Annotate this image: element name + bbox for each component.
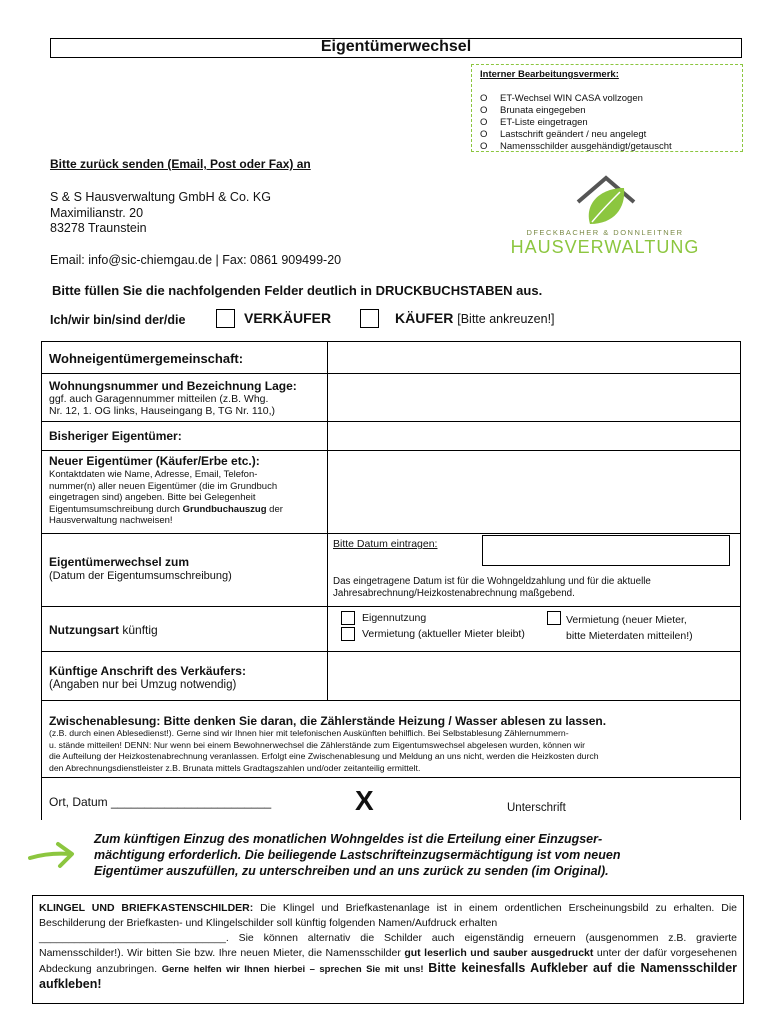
company-name: S & S Hausverwaltung GmbH & Co. KG	[50, 190, 271, 204]
internal-item[interactable]: O ET-Liste eingetragen	[480, 117, 588, 128]
role-prefix: Ich/wir bin/sind der/die	[50, 313, 186, 327]
address-block	[50, 190, 271, 237]
buyer-label: KÄUFER	[395, 310, 454, 326]
prev-owner-field[interactable]	[329, 423, 738, 448]
usage-own-checkbox[interactable]	[341, 611, 355, 625]
contact-line: Email: info@sic-chiemgau.de | Fax: 0861 909499-20	[50, 253, 342, 267]
new-owner-field[interactable]	[329, 452, 738, 531]
nameplate-box: KLINGEL UND BRIEFKASTENSCHILDER: Die Klingel und Briefkastenanlage ist in einem ordentlichen Erscheinungsbild zu erhalten. Die Beschilderung der Briefkasten- und Klingelschilder soll künftig folgenden Namen/Aufdruck erhalten ________________________________. Sie können alternativ die Schilder auch eigenständig erneuern (ausgenommen z.B. gravierte Namensschilder!). Wir bitten Sie bzw. Ihre neuen Mieter, die Namensschilder gut leserlich und sauber ausgedruckt unter der dafür vorgesehenen Abdeckung anzubringen. Gerne helfen wir Ihnen hierbei – sprechen Sie mit uns! Bitte keinesfalls Aufkleber auf die Namensschilder aufkleben!	[32, 895, 744, 1004]
internal-item[interactable]: O Namensschilder ausgehändigt/getauscht	[480, 141, 672, 152]
unit-field[interactable]	[329, 375, 738, 419]
buyer-checkbox[interactable]	[360, 309, 379, 328]
future-address-hint: (Angaben nur bei Umzug notwendig)	[49, 679, 237, 691]
instruction: Bitte füllen Sie die nachfolgenden Felder deutlich in DRUCKBUCHSTABEN aus.	[52, 283, 543, 298]
future-address-field[interactable]	[329, 653, 738, 698]
sticker-warning: Bitte keinesfalls Aufkleber auf die Namensschilder aufkleben!	[39, 961, 738, 991]
send-heading: Bitte zurück senden (Email, Post oder Fax) an	[50, 157, 311, 171]
signature-x-mark: X	[355, 785, 374, 816]
logo-subtitle: DFECKBACHER & DONNLEITNER	[526, 228, 684, 237]
nameplate-heading: KLINGEL UND BRIEFKASTENSCHILDER:	[39, 902, 254, 914]
new-owner-hint: Kontaktdaten wie Name, Adresse, Email, Telefon- nummer(n) aller neuen Eigentümer (die im Grundbuch eingetragen sind) angeben. Bitte bei Gelegenheit Eigentumsumschreibung durch Grundbuchauszug der Hausverwaltung nachweisen!	[49, 469, 283, 526]
place-date-field[interactable]: Ort, Datum ________________________	[49, 795, 272, 809]
weg-label: Wohneigentümergemeinschaft:	[49, 351, 244, 366]
change-date-hint: (Datum der Eigentumsumschreibung)	[49, 570, 232, 582]
unit-label: Wohnungsnummer und Bezeichnung Lage:	[49, 379, 297, 393]
seller-label: VERKÄUFER	[244, 310, 332, 326]
usage-rent-new-label: Vermietung (neuer Mieter, bitte Mieterdaten mitteilen!)	[566, 614, 693, 642]
date-note: Das eingetragene Datum ist für die Wohngeldzahlung und für die aktuelle Jahresabrechnung/Heizkostenabrechnung maßgebend.	[333, 576, 651, 599]
buyer-label-wrap	[395, 310, 555, 326]
change-date-label: Eigentümerwechsel zum	[49, 555, 190, 569]
internal-processing-box	[471, 64, 743, 152]
house-leaf-icon	[490, 174, 720, 230]
usage-rent-new-checkbox[interactable]	[547, 611, 561, 625]
company-logo	[490, 174, 720, 264]
page-title: Eigentümerwechsel	[50, 38, 742, 58]
usage-own-label: Eigennutzung	[362, 612, 427, 624]
nameplate-name-field[interactable]: ________________________________	[39, 932, 226, 944]
city: 83278 Traunstein	[50, 221, 147, 235]
street: Maximilianstr. 20	[50, 205, 144, 220]
prev-owner-label: Bisheriger Eigentümer:	[49, 429, 182, 443]
internal-item[interactable]: O Brunata eingegeben	[480, 105, 586, 116]
checkbox-hint: [Bitte ankreuzen!]	[457, 312, 555, 326]
usage-rent-current-checkbox[interactable]	[341, 627, 355, 641]
meter-reading-heading: Zwischenablesung: Bitte denken Sie daran, die Zählerstände Heizung / Wasser ablesen zu lassen.	[49, 714, 607, 728]
form-table	[41, 341, 741, 820]
unit-hint: ggf. auch Garagennummer mitteilen (z.B. Whg. Nr. 12, 1. OG links, Hauseingang B, TG Nr. 110,)	[49, 393, 276, 417]
internal-item[interactable]: O Lastschrift geändert / neu angelegt	[480, 129, 647, 140]
date-input-box[interactable]	[482, 535, 730, 566]
signature-label[interactable]: Unterschrift	[507, 802, 566, 814]
future-address-label: Künftige Anschrift des Verkäufers:	[49, 664, 246, 678]
internal-item[interactable]: O ET-Wechsel WIN CASA vollzogen	[480, 93, 643, 104]
meter-reading-text: (z.B. durch einen Ablesedienst!). Gerne sind wir Ihnen hier mit telefonischen Auskünften behilflich. Bei Selbstablesung Zählernummern- u. stände mitteilen! DENN: Nur wenn bei einem Bewohnerwechsel die Zählerstände zum Eigentumswechsel abgelesen wurden, können wir die Aufteilung der Heizkostenabrechnung veranlassen. Erfolgt eine Zwischenablesung und Meldung an uns nicht, werden die Heizkosten durch den Abrechnungsdienstleister z.B. Brunata mittels Gradtagszahlen und/oder zeitanteilig ermittelt.	[49, 728, 599, 773]
new-owner-label: Neuer Eigentümer (Käufer/Erbe etc.):	[49, 454, 260, 468]
weg-field[interactable]	[329, 343, 738, 372]
arrow-right-icon	[26, 838, 80, 872]
seller-checkbox[interactable]	[216, 309, 235, 328]
usage-rent-current-label: Vermietung (aktueller Mieter bleibt)	[362, 628, 525, 640]
direct-debit-notice: Zum künftigen Einzug des monatlichen Wohngeldes ist die Erteilung einer Einzugser- mächtigung erforderlich. Die beiliegende Lastschrifteinzugsermächtigung ist vom neuen Eigentümer auszufüllen, zu unterschreiben und an uns zurück zu senden (im Original).	[94, 832, 621, 878]
date-entry-label: Bitte Datum eintragen:	[333, 538, 438, 550]
logo-wordmark: HAUSVERWALTUNG	[510, 237, 700, 257]
internal-heading: Interner Bearbeitungsvermerk:	[480, 69, 619, 80]
usage-label: Nutzungsart künftig	[49, 623, 158, 637]
